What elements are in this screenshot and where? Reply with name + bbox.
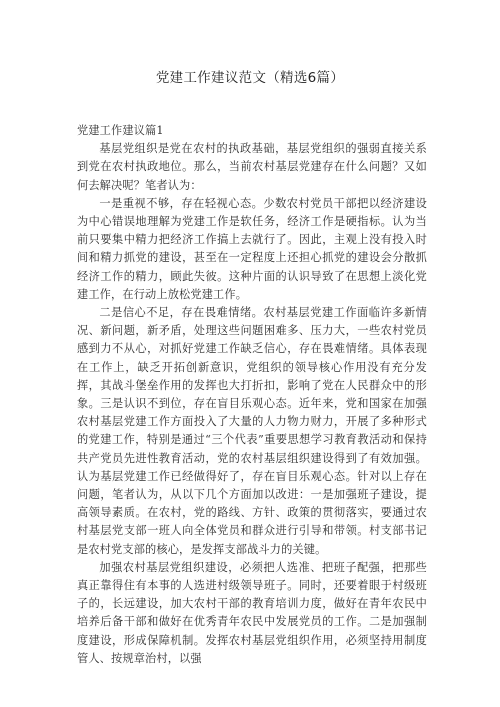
document-title: 党建工作建议范文（精选6篇） bbox=[155, 70, 345, 86]
paragraph: 一是重视不够，存在轻视心态。少数农村党员干部把以经济建设为中心错误地理解为党建工作是软任务，经济工作是硬指标。认为当前只要集中精力把经济工作搞上去就行了。因此，主观上没有投入时间和精力抓党的建设，甚至在一定程度上还担心抓党的建设会分散抓经济工作的精力，顾此失彼。这种片面的认识导致了在思想上淡化党建工作，在行动上放松党建工作。 bbox=[77, 196, 427, 301]
paragraph: 二是信心不足，存在畏难情绪。农村基层党建工作面临许多新情况、新问题，新矛盾，处理这些问题困难多、压力大，一些农村党员感到力不从心，对抓好党建工作缺乏信心，存在畏难情绪。具体表现在工作上，缺乏开拓创新意识，党组织的领导核心作用没有充分发挥，其战斗堡垒作用的发挥也大打折扣，影响了党在人民群众中的形象。三是认识不到位，存在盲目乐观心态。近年来，党和国家在加强农村基层党建工作方面投入了大量的人力物力财力，开展了多种形式的党建工作，特别是通过“三个代表”重要思想学习教育教活动和保持共产党员先进性教育活动，党的农村基层组织建设得到了有效加强。认为基层党建工作已经做得好了，存在盲目乐观心态。针对以上存在问题，笔者认为，从以下几个方面加以改进：一是加强班子建设，提高领导素质。在农村，党的路线、方针、政策的贯彻落实，要通过农村基层党支部一班人向全体党员和群众进行引导和带领。村支部书记是农村党支部的核心，是发挥支部战斗力的关键。 bbox=[77, 306, 427, 556]
paragraph: 加强农村基层党组织建设，必须把人选准、把班子配强，把那些真正靠得住有本事的人选进村级领导班子。同时，还要着眼于村级班子的，长远建设，加大农村干部的教育培训力度，做好在青年农民中培养后备干部和做好在优秀青年农民中发展党员的工作。二是加强制度建设，形成保障机制。发挥农村基层党组织作用，必须坚持用制度管人、按规章治村，以强 bbox=[77, 560, 427, 665]
paragraph: 基层党组织是党在农村的执政基础，基层党组织的强弱直接关系到党在农村执政地位。那么，当前农村基层党建存在什么问题？又如何去解决呢？笔者认为： bbox=[77, 142, 427, 192]
section-heading: 党建工作建议篇1 bbox=[77, 124, 164, 137]
document-body bbox=[77, 122, 427, 668]
